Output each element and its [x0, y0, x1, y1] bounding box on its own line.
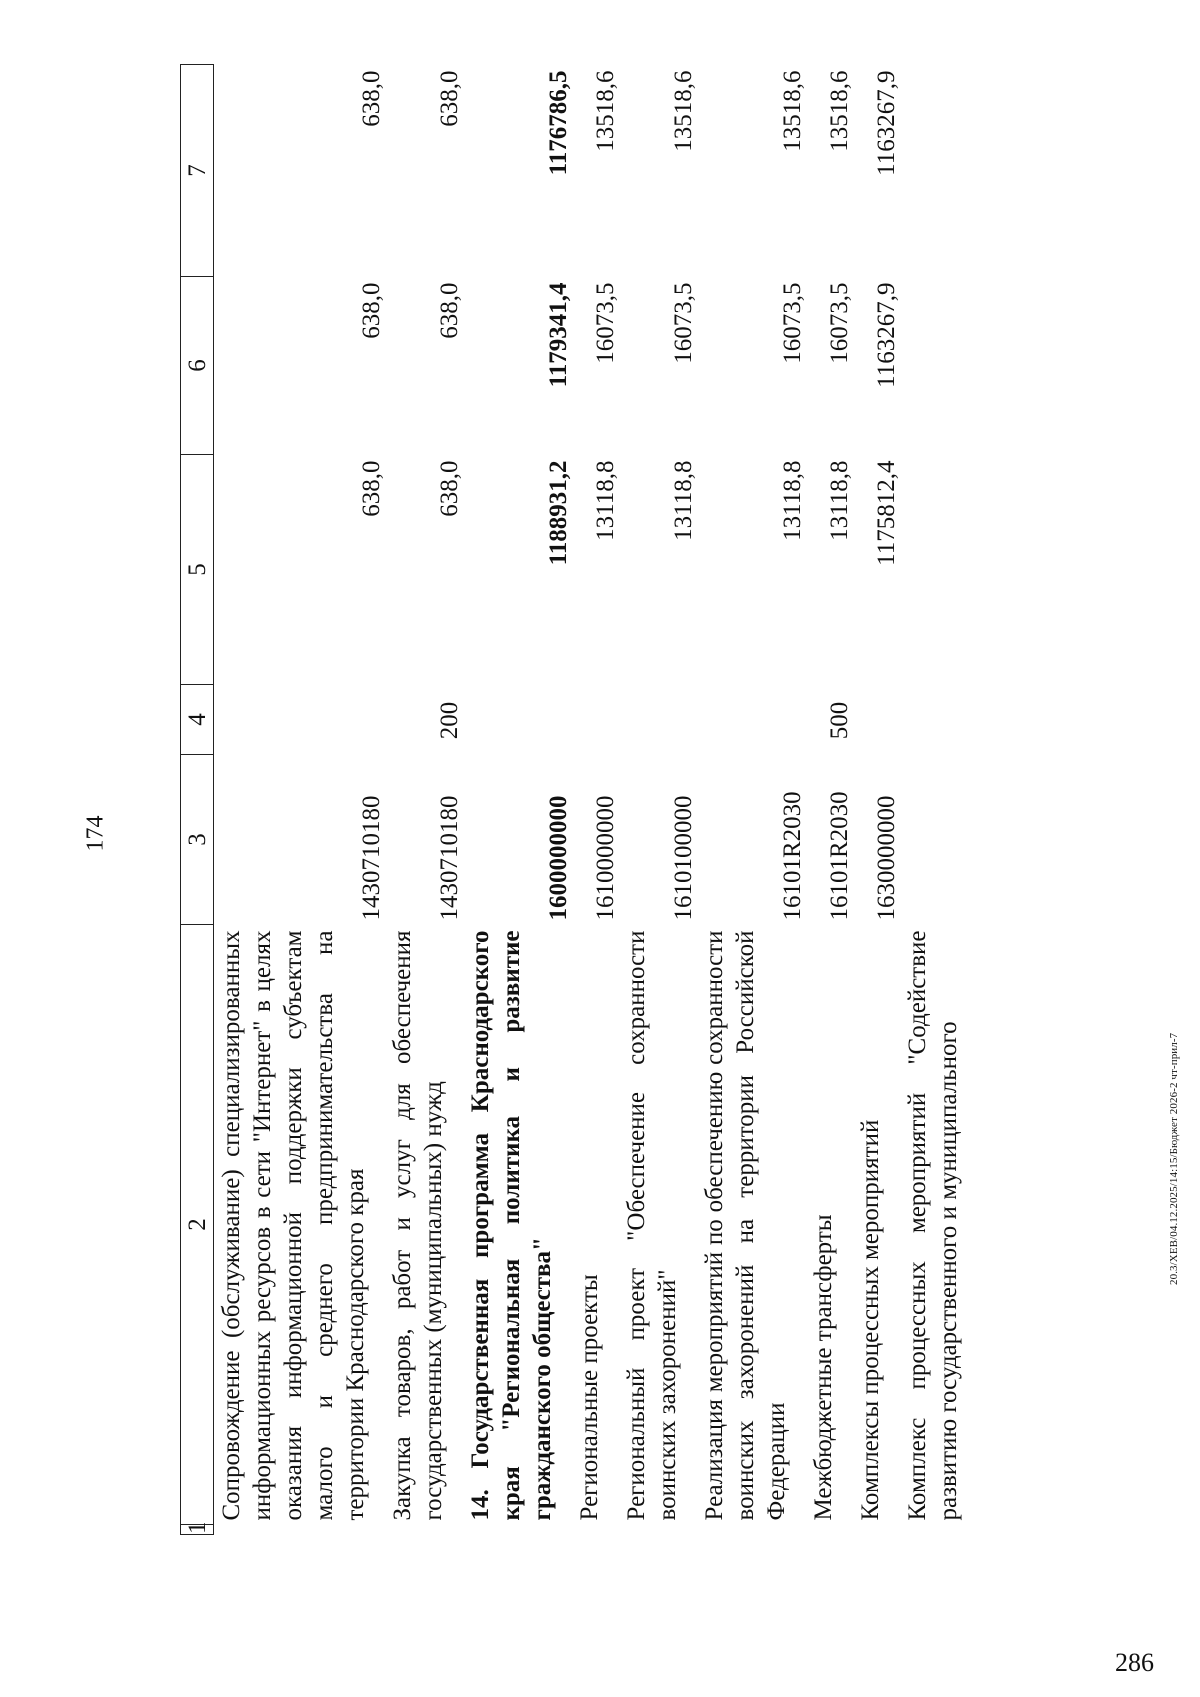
cell-code: 16101R2030	[826, 791, 853, 921]
cell-code: 1630000000	[873, 795, 900, 921]
cell-amount-2025: 13118,8	[826, 460, 853, 541]
cell-col1	[621, 1525, 699, 1535]
cell-expense-type	[574, 685, 621, 755]
cell-expense-type	[855, 685, 902, 755]
cell-expense-type	[465, 685, 574, 755]
cell-code: 1600000000	[545, 795, 572, 921]
cell-amount-2027: 13518,6	[826, 70, 853, 152]
cell-amount-2026: 1179341,4	[545, 282, 572, 388]
cell-col1	[902, 1525, 964, 1535]
table-row	[465, 65, 574, 1535]
cell-amount-2027: 13518,6	[670, 70, 697, 152]
document-stamp: 20.3/XEB/04.12.2025/14:15/Бюджет 2026-2 чт-прил-7	[1168, 1032, 1180, 1285]
cell-expense-type: 200	[436, 701, 463, 740]
column-header: 3	[181, 755, 214, 925]
table-row	[214, 65, 388, 1535]
cell-amount-2025: 638,0	[436, 460, 463, 517]
column-header: 1	[181, 1525, 214, 1535]
cell-code: 1430710180	[436, 795, 463, 921]
cell-name: Реализация мероприятий по обеспечению сохранности воинских захоронений на территории Российской Федерации	[701, 930, 790, 1521]
cell-name: Региональные проекты	[576, 1274, 603, 1521]
cell-amount-2025: 638,0	[358, 460, 385, 517]
column-header: 7	[181, 65, 214, 277]
cell-amount-2027: 638,0	[436, 70, 463, 127]
cell-expense-type: 500	[826, 701, 853, 740]
cell-amount-2025: 13118,8	[670, 460, 697, 541]
column-header: 2	[181, 925, 214, 1525]
cell-amount-2027	[902, 65, 964, 277]
table-body	[214, 65, 965, 1535]
cell-amount-2026: 16073,5	[592, 282, 619, 364]
budget-table	[180, 64, 964, 1535]
cell-code: 16101R2030	[779, 791, 806, 921]
cell-name: 14. Государственная программа Краснодарского края "Региональная политика и развитие гражданского общества"	[467, 930, 556, 1521]
cell-name: Комплексы процессных мероприятий	[857, 1119, 884, 1521]
table-row	[699, 65, 808, 1535]
table-row	[387, 65, 465, 1535]
cell-amount-2026	[902, 277, 964, 455]
cell-code	[902, 755, 964, 925]
cell-col1	[808, 1525, 855, 1535]
table-row	[621, 65, 699, 1535]
cell-amount-2027: 1176786,5	[545, 70, 572, 176]
cell-amount-2025: 1175812,4	[873, 460, 900, 566]
cell-name: Закупка товаров, работ и услуг для обеспечения государственных (муниципальных) нужд	[389, 930, 447, 1521]
cell-name: Сопровождение (обслуживание) специализированных информационных ресурсов в сети "Интернет" в целях оказания информационной поддержки субъектам малого и среднего предпринимательства на территории Краснодарского края	[218, 930, 369, 1521]
cell-name: Межбюджетные трансферты	[810, 1214, 837, 1521]
table-row	[574, 65, 621, 1535]
sheet-number: 286	[1115, 1648, 1154, 1677]
table-row	[808, 65, 855, 1535]
column-header: 5	[181, 455, 214, 685]
cell-amount-2026: 16073,5	[670, 282, 697, 364]
column-header: 4	[181, 685, 214, 755]
cell-code: 1610000000	[592, 795, 619, 921]
cell-expense-type	[214, 685, 388, 755]
cell-col1	[855, 1525, 902, 1535]
column-number-row	[181, 65, 214, 1535]
cell-amount-2026: 16073,5	[826, 282, 853, 364]
table-row	[855, 65, 902, 1535]
cell-expense-type	[902, 685, 964, 755]
page-number-top: 174	[82, 815, 109, 852]
rotated-table-frame	[180, 65, 1180, 1535]
cell-code: 1610100000	[670, 795, 697, 921]
cell-amount-2025: 1188931,2	[545, 460, 572, 566]
cell-col1	[699, 1525, 808, 1535]
cell-expense-type	[621, 685, 699, 755]
column-header: 6	[181, 277, 214, 455]
cell-amount-2027: 13518,6	[592, 70, 619, 152]
cell-col1	[387, 1525, 465, 1535]
cell-amount-2025: 13118,8	[779, 460, 806, 541]
cell-col1	[574, 1525, 621, 1535]
cell-amount-2027: 13518,6	[779, 70, 806, 152]
cell-amount-2025	[902, 455, 964, 685]
cell-expense-type	[699, 685, 808, 755]
cell-code: 1430710180	[358, 795, 385, 921]
cell-amount-2027: 638,0	[358, 70, 385, 127]
table-row	[902, 65, 964, 1535]
cell-amount-2027: 1163267,9	[873, 70, 900, 176]
cell-name: Комплекс процессных мероприятий "Содействие развитию государственного и муниципального	[904, 930, 962, 1521]
cell-amount-2026: 638,0	[436, 282, 463, 339]
cell-amount-2026: 638,0	[358, 282, 385, 339]
cell-name: Региональный проект "Обеспечение сохранности воинских захоронений"	[623, 930, 681, 1521]
cell-amount-2025: 13118,8	[592, 460, 619, 541]
cell-col1	[465, 1525, 574, 1535]
cell-col1	[214, 1525, 388, 1535]
cell-amount-2026: 1163267,9	[873, 282, 900, 388]
cell-amount-2026: 16073,5	[779, 282, 806, 364]
